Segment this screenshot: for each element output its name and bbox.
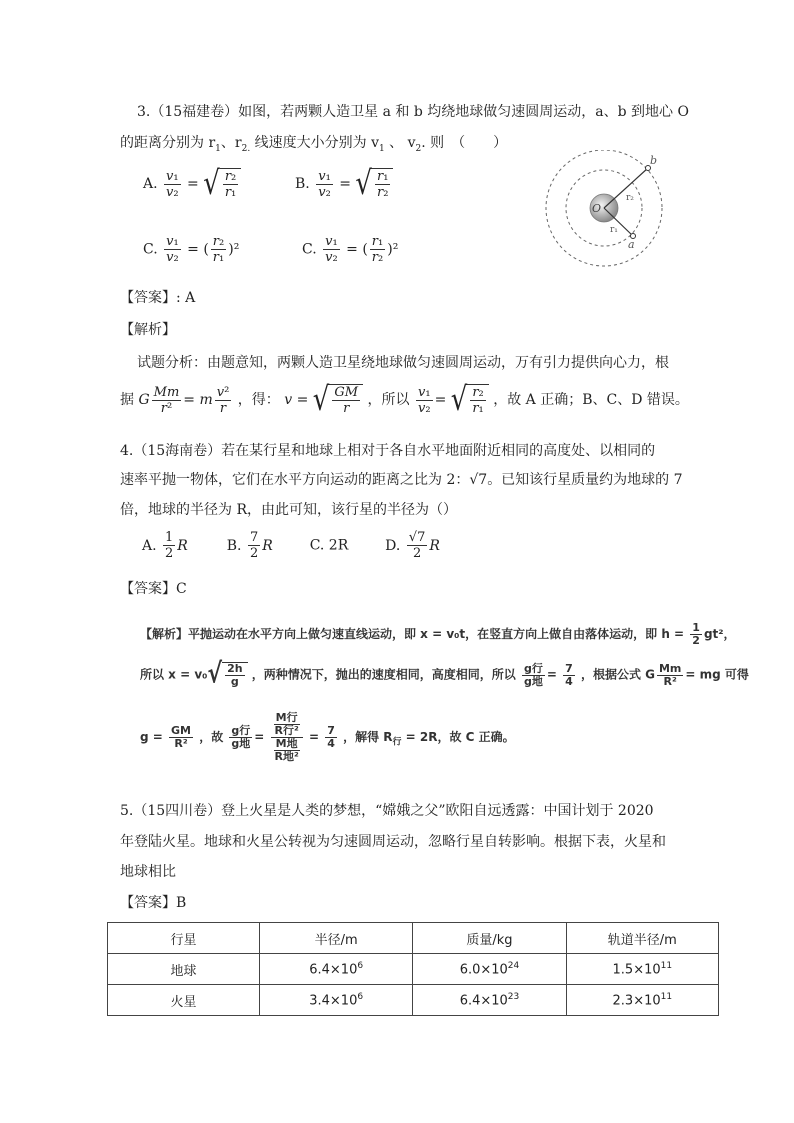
q3-line2: 的距离分别为 $r_1$、$r_{2.}$ 线速度大小分别为 $v_1$ 、 $v_2$. 则 （ ） bbox=[120, 135, 508, 154]
q4-option-d: D. $\frac{√7}{2}$ R bbox=[385, 530, 440, 561]
q4-analysis-line1: 【解析】平抛运动在水平方向上做匀速直线运动，即 x = v₀t，在竖直方向上做自由落体运动，即 h = $\frac{1}{2}$ gt²， bbox=[140, 621, 736, 647]
table-cell-radius: $6.4\times 10^6$ bbox=[260, 954, 413, 985]
q3-analysis-line2: 据 G $\frac{Mm}{\text{r²}}$ = m $\frac{\text{v²}}{r}$ ，得： v = √ $\frac{GM}{r}$ ，所以 $\frac{\text{v₁}}{\text{v₂}}$ = √ $\frac{\text{r₂}}{\text{r₁}}$ ，故 A 正确；B、C、D 错误。 bbox=[120, 381, 689, 419]
label-b: b bbox=[650, 154, 658, 167]
table-cell-orbit: $2.3\times 10^{11}$ bbox=[566, 985, 718, 1016]
orbit-diagram bbox=[540, 150, 680, 275]
q4-option-b: B. $\frac{7}{2}$ R bbox=[226, 530, 273, 561]
q5-answer: 【答案】B bbox=[120, 895, 187, 911]
q3-option-d: C. $\frac{\text{v₁}}{\text{v₂}}$ = ( $\frac{\text{r₁}}{\text{r₂}}$ )² bbox=[302, 234, 399, 265]
label-r2: r₂ bbox=[626, 193, 634, 203]
q3-analysis-label: 【解析】 bbox=[120, 322, 176, 338]
q5-line2: 年登陆火星。地球和火星公转视为匀速圆周运动，忽略行星自转影响。根据下表，火星和 bbox=[120, 834, 666, 850]
table-cell-orbit: $1.5\times 10^{11}$ bbox=[566, 954, 718, 985]
table-header-cell: 质量/kg bbox=[413, 923, 566, 954]
q4-option-c: C. 2R bbox=[309, 537, 349, 554]
label-o: O bbox=[592, 202, 602, 215]
label-r1: r₁ bbox=[610, 225, 618, 235]
table-header-cell: 半径/m bbox=[260, 923, 413, 954]
q3-line1: 3.（15福建卷）如图，若两颗人造卫星 a 和 b 均绕地球做匀速圆周运动，a、b 到地心 O bbox=[137, 104, 689, 120]
q5-line3: 地球相比 bbox=[120, 864, 176, 880]
q3-analysis-line1: 试题分析：由题意知，两颗人造卫星绕地球做匀速圆周运动，万有引力提供向心力，根 bbox=[137, 355, 669, 371]
table-cell-planet: 地球 bbox=[108, 954, 260, 985]
q4-option-a: A. $\frac{1}{2}$ R bbox=[142, 530, 188, 561]
q3-answer: 【答案】: A bbox=[120, 290, 196, 306]
planet-table bbox=[107, 922, 719, 1016]
q4-line1: 4.（15海南卷）若在某行星和地球上相对于各自水平地面附近相同的高度处、以相同的 bbox=[120, 443, 656, 459]
table-row bbox=[108, 985, 719, 1016]
q4-analysis-line3: g = $\frac{GM}{\text{R²}}$ ，故 $\frac{\text{g行}}{\text{g地}}$ = $\frac{\frac{\text{M行}}{\text{R行²}}}{\frac{\text{M地}}{\text{R地²}}}$ = $\frac{7}{4}$ ，解得 $R_行 = 2R$，故 C 正确。 bbox=[140, 711, 515, 763]
table-cell-mass: $6.0\times 10^{24}$ bbox=[413, 954, 566, 985]
table-cell-mass: $6.4\times 10^{23}$ bbox=[413, 985, 566, 1016]
q4-analysis-line2: 所以 x = v₀ √ $\frac{2h}{g}$ ，两种情况下，抛出的速度相同，高度相同，所以 $\frac{\text{g行}}{\text{g地}}$ = $\frac{7}{4}$ ，根据公式 G $\frac{Mm}{\text{R²}}$ = mg 可得 bbox=[140, 658, 749, 690]
table-header-row bbox=[108, 923, 719, 954]
q3-option-c: C. $\frac{\text{v₁}}{\text{v₂}}$ = ( $\frac{\text{r₂}}{\text{r₁}}$ )² bbox=[143, 234, 240, 265]
table-row bbox=[108, 954, 719, 985]
q4-options bbox=[142, 530, 440, 561]
table-header-cell: 轨道半径/m bbox=[566, 923, 718, 954]
table-cell-radius: $3.4\times 10^6$ bbox=[260, 985, 413, 1016]
table-header-cell: 行星 bbox=[108, 923, 260, 954]
q4-line3: 倍，地球的半径为 R，由此可知，该行星的半径为（） bbox=[120, 502, 457, 518]
table-cell-planet: 火星 bbox=[108, 985, 260, 1016]
q3-option-b: B. $\frac{\text{v₁}}{\text{v₂}}$ = √ $\frac{\text{r₁}}{\text{r₂}}$ bbox=[295, 168, 393, 200]
q5-line1: 5.（15四川卷）登上火星是人类的梦想，“嫦娥之父”欧阳自远透露：中国计划于 2020 bbox=[120, 803, 654, 819]
label-a: a bbox=[628, 238, 635, 251]
r1-line bbox=[604, 208, 633, 236]
q4-answer: 【答案】C bbox=[120, 581, 187, 597]
q4-line2: 速率平抛一物体，它们在水平方向运动的距离之比为 2：√7。已知该行星质量约为地球的 7 bbox=[120, 472, 683, 488]
q3-option-a: A. $\frac{\text{v₁}}{\text{v₂}}$ = √ $\frac{\text{r₂}}{\text{r₁}}$ bbox=[143, 168, 241, 200]
